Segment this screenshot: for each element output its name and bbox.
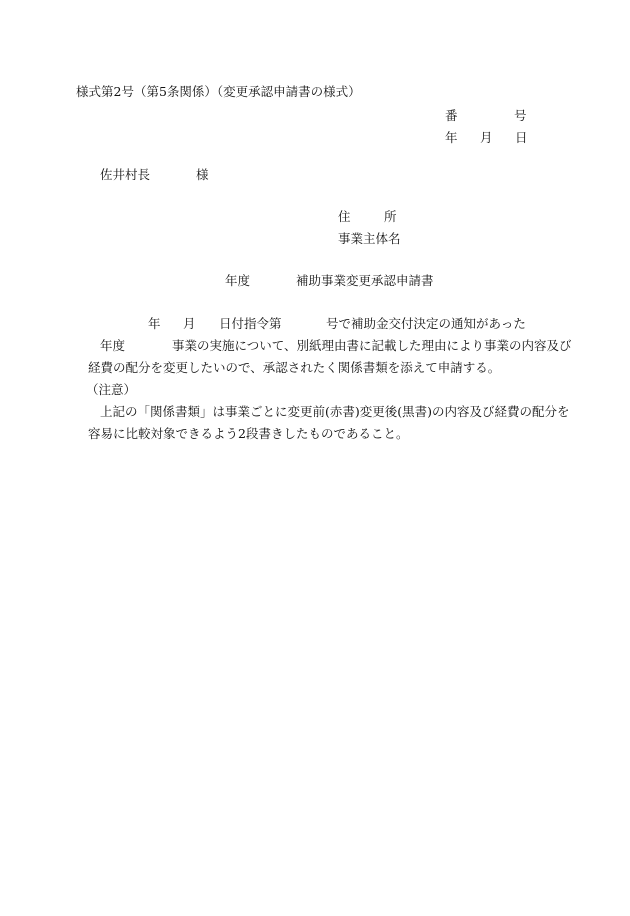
body-line1-year: 年	[148, 316, 161, 331]
body-line1-designation: 日付指令第	[219, 316, 282, 331]
number-label-go: 号	[514, 108, 527, 123]
body-line2-fiscal-year: 年度	[100, 338, 126, 353]
addressee-honorific: 様	[196, 167, 209, 182]
applicant-address-label-2: 所	[384, 209, 397, 224]
date-day-label: 日	[515, 130, 528, 145]
doc-title-name: 補助事業変更承認申請書	[296, 273, 434, 288]
body-line1-month: 月	[183, 316, 196, 331]
number-label-ban: 番	[445, 108, 458, 123]
doc-title-fiscal-year: 年度	[225, 273, 251, 288]
note-line1: 上記の「関係書類」は事業ごとに変更前(赤書)変更後(黒書)の内容及び経費の配分を	[100, 404, 570, 419]
body-line2-text: 事業の実施について、別紙理由書に記載した理由により事業の内容及び	[172, 338, 572, 353]
applicant-entity-label: 事業主体名	[338, 231, 401, 246]
date-year-label: 年	[445, 130, 458, 145]
note-heading: （注意）	[86, 382, 137, 397]
addressee-name: 佐井村長	[100, 167, 151, 182]
note-line2: 容易に比較対象できるよう2段書きしたものであること。	[88, 426, 409, 441]
body-line3: 経費の配分を変更したいので、承認されたく関係書類を添えて申請する。	[88, 360, 501, 375]
applicant-address-label-1: 住	[338, 209, 351, 224]
form-title: 様式第2号（第5条関係）（変更承認申請書の様式）	[76, 84, 361, 99]
body-line1-text: 号で補助金交付決定の通知があった	[326, 316, 526, 331]
date-month-label: 月	[480, 130, 493, 145]
